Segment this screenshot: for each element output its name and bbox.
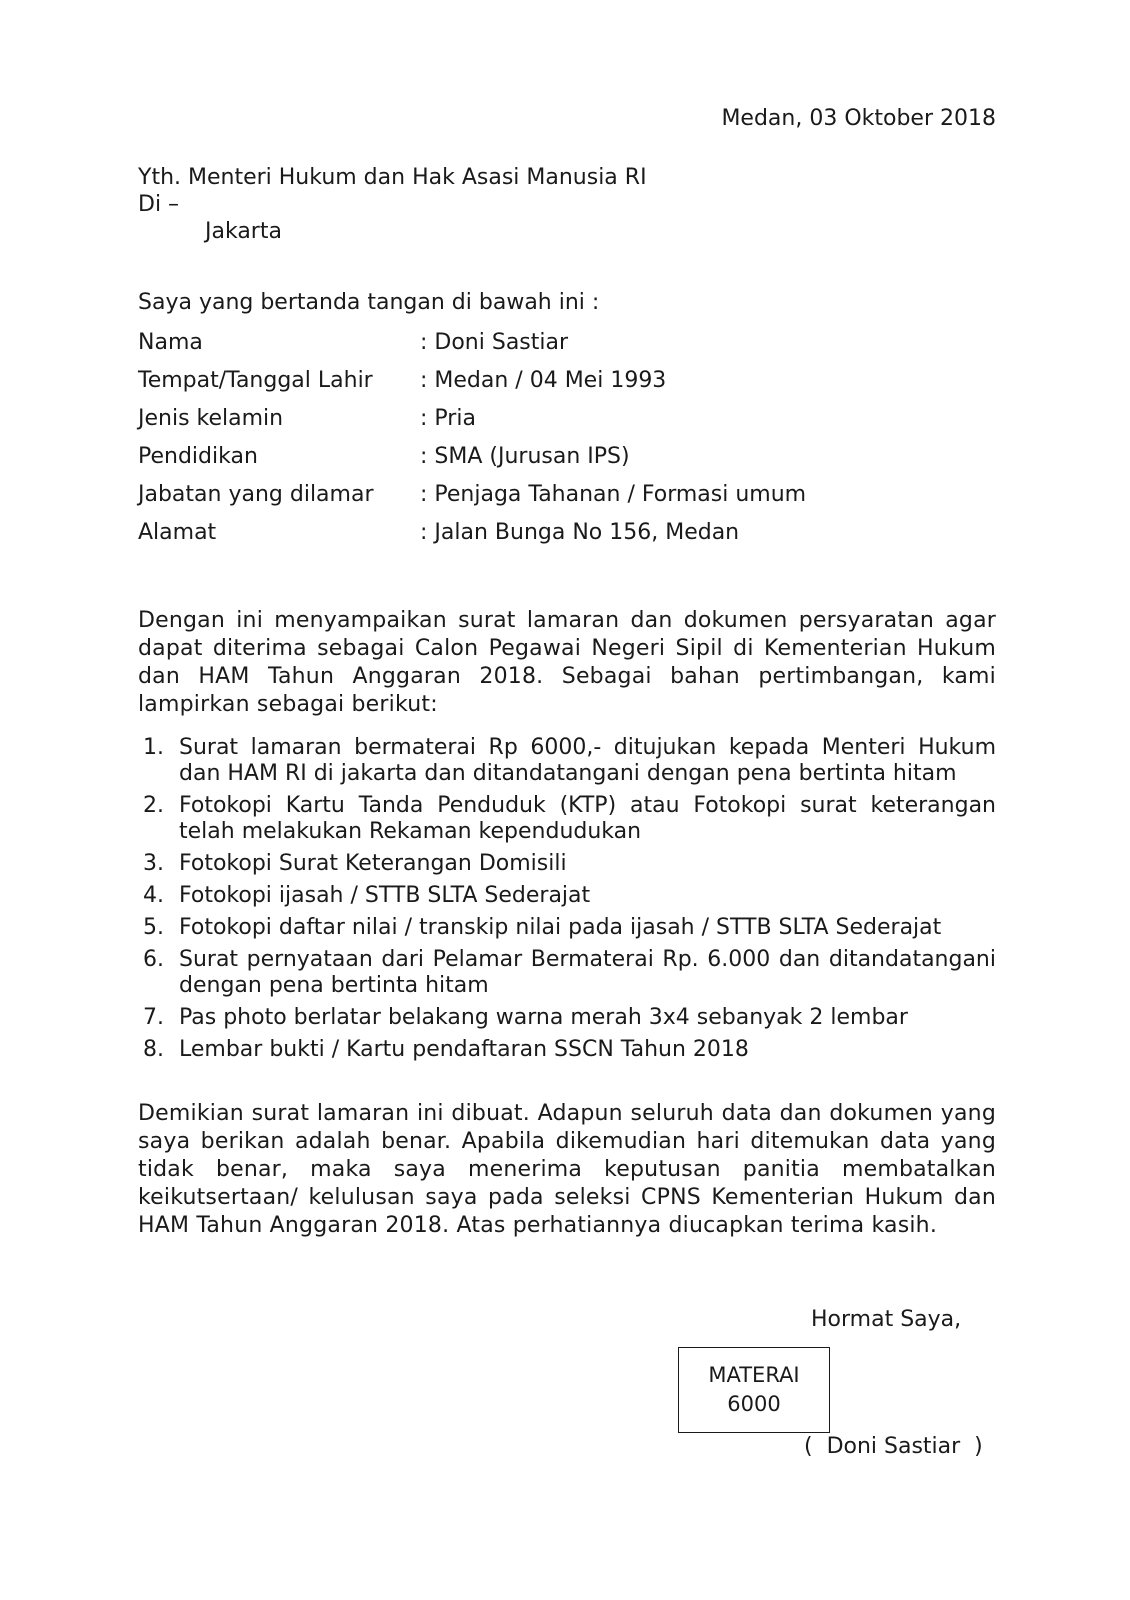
body-paragraph-1: Dengan ini menyampaikan surat lamaran dan dokumen persyaratan agar dapat diterima sebagai Calon Pegawai Negeri Sipil di Kementerian Hukum dan HAM Tahun Anggaran 2018. Sebagai bahan pertimbangan, kami lampirkan sebagai berikut:	[138, 608, 996, 717]
applicant-fields	[138, 330, 806, 558]
requirements-list	[138, 735, 996, 1069]
field-label: Jenis kelamin	[138, 406, 284, 431]
list-item-number: 5.	[143, 915, 164, 940]
intro-text: Saya yang bertanda tangan di bawah ini :	[138, 290, 600, 315]
place-date: Medan, 03 Oktober 2018	[721, 106, 996, 131]
list-item	[138, 1037, 996, 1063]
field-value: : Penjaga Tahanan / Formasi umum	[420, 482, 806, 520]
list-item-number: 2.	[143, 793, 164, 818]
body-paragraph-2: Demikian surat lamaran ini dibuat. Adapun seluruh data dan dokumen yang saya berikan adalah benar. Apabila dikemudian hari ditemukan data yang tidak benar, maka saya menerima keputusan panitia membatalkan keikutsertaan/ kelulusan saya pada seleksi CPNS Kementerian Hukum dan HAM Tahun Anggaran 2018. Atas perhatiannya diucapkan terima kasih.	[138, 1101, 996, 1238]
list-item	[138, 851, 996, 877]
list-item-text: Surat pernyataan dari Pelamar Bermaterai Rp. 6.000 dan ditandatangani dengan pena bertinta hitam	[179, 947, 996, 998]
recipient-block	[138, 164, 647, 245]
list-item-text: Fotokopi Surat Keterangan Domisili	[179, 851, 567, 876]
field-row-alamat	[138, 520, 806, 558]
field-row-nama	[138, 330, 806, 368]
stamp-line-1: MATERAI	[708, 1363, 800, 1387]
list-item-number: 4.	[143, 883, 164, 908]
list-item-number: 6.	[143, 947, 164, 972]
signer-name: ( Doni Sastiar )	[804, 1434, 983, 1459]
materai-stamp-box	[678, 1347, 830, 1433]
list-item-text: Surat lamaran bermaterai Rp 6000,- ditujukan kepada Menteri Hukum dan HAM RI di jakarta dan ditandatangani dengan pena bertinta hitam	[179, 735, 996, 786]
list-item-text: Lembar bukti / Kartu pendaftaran SSCN Tahun 2018	[179, 1037, 749, 1062]
field-label: Alamat	[138, 520, 217, 545]
list-item-text: Fotokopi Kartu Tanda Penduduk (KTP) atau Fotokopi surat keterangan telah melakukan Rekaman kependudukan	[179, 793, 996, 844]
list-item-number: 7.	[143, 1005, 164, 1030]
list-item-text: Fotokopi ijasah / STTB SLTA Sederajat	[179, 883, 591, 908]
field-value: : Pria	[420, 406, 476, 444]
field-label: Nama	[138, 330, 203, 355]
field-row-jenis-kelamin	[138, 406, 806, 444]
list-item	[138, 735, 996, 787]
list-item-number: 3.	[143, 851, 164, 876]
field-label: Pendidikan	[138, 444, 258, 469]
field-row-jabatan	[138, 482, 806, 520]
list-item	[138, 793, 996, 845]
recipient-title: Yth. Menteri Hukum dan Hak Asasi Manusia RI	[138, 165, 647, 190]
field-value: : Medan / 04 Mei 1993	[420, 368, 666, 406]
recipient-city: Jakarta	[205, 219, 282, 244]
list-item-number: 1.	[143, 735, 164, 760]
field-row-ttl	[138, 368, 806, 406]
field-row-pendidikan	[138, 444, 806, 482]
list-item	[138, 915, 996, 941]
list-item-number: 8.	[143, 1037, 164, 1062]
field-value: : SMA (Jurusan IPS)	[420, 444, 630, 482]
recipient-di: Di –	[138, 192, 180, 217]
field-value: : Doni Sastiar	[420, 330, 568, 368]
list-item	[138, 1005, 996, 1031]
closing-salutation: Hormat Saya,	[811, 1307, 962, 1332]
field-value: : Jalan Bunga No 156, Medan	[420, 520, 739, 558]
list-item-text: Pas photo berlatar belakang warna merah 3x4 sebanyak 2 lembar	[179, 1005, 908, 1030]
field-label: Tempat/Tanggal Lahir	[138, 368, 373, 393]
list-item-text: Fotokopi daftar nilai / transkip nilai pada ijasah / STTB SLTA Sederajat	[179, 915, 942, 940]
stamp-line-2: 6000	[727, 1392, 781, 1416]
list-item	[138, 883, 996, 909]
list-item	[138, 947, 996, 999]
field-label: Jabatan yang dilamar	[138, 482, 374, 507]
